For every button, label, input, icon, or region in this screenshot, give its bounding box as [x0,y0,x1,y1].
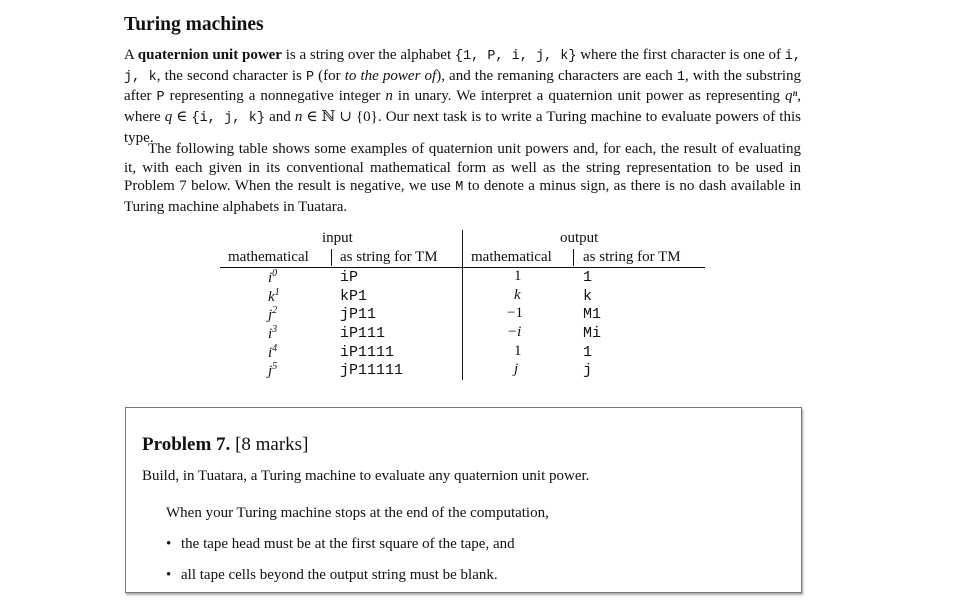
alphabet-set: {1, P, i, j, k} [454,49,577,64]
group-input-header: input [322,230,353,246]
table-row-input-tm: jP11 [340,306,377,323]
minus-char: M [455,180,464,196]
for-text: to the power of [344,67,437,84]
table-row-output-math: −1 [507,305,523,321]
term-quaternion-unit-power: quaternion unit power [137,47,282,63]
problem-marks: [8 marks] [235,434,309,455]
table-row-input-tm: iP111 [340,325,386,342]
list-item: • the tape head must be at the first square of the tape, and [166,536,515,552]
n-var: n [385,88,393,105]
table-row-output-tm: k [583,288,593,305]
one-char: 1 [676,69,685,85]
q-set: {i, j, k} [191,111,266,127]
q-power: qⁿ [785,88,798,105]
table-row-output-tm: 1 [583,344,593,361]
n-set: ℕ ∪ {0} [321,109,378,126]
p-char: P [305,69,315,85]
problem-box [125,407,802,593]
table-row-input-tm: jP11111 [340,362,404,379]
table-row-output-tm: M1 [583,306,602,323]
col-header-input-tm: as string for TM [340,249,438,265]
table-row-output-math: k [514,287,521,303]
table-row: $k^1$ [268,287,280,305]
n-var-2: n [294,109,303,126]
list-item: • all tape cells beyond the output string must be blank. [166,567,498,583]
bullet-icon: • [166,567,172,583]
table-row-output-tm: j [583,362,593,379]
table-divider-input [331,249,332,266]
table-row-output-tm: 1 [583,269,593,286]
problem-lead: When your Turing machine stops at the end of the computation, [166,505,549,521]
col-header-output-tm: as string for TM [583,249,681,265]
table-row-output-math: 1 [514,343,522,359]
group-output-header: output [560,230,599,246]
problem-title: Problem 7. [8 marks] [142,434,309,455]
problem-statement: Build, in Tuatara, a Turing machine to evaluate any quaternion unit power. [142,468,590,484]
table-row-output-math: 1 [514,268,522,284]
q-var: q [164,109,173,126]
table-intro-paragraph: The following table shows some examples of quaternion unit powers and, for each, the result of evaluating it, with each given in its conventional mathematical form as well as the string representation to be used in Problem 7 below. When the result is negative, we use M to denote a minus sign, as there is no dash available in Turing machine alphabets in Tuatara. [124,141,801,216]
table-row-input-tm: iP [340,269,359,286]
table-row-output-math: −i [507,324,522,340]
col-header-input-math: mathematical [228,249,309,265]
col-header-output-math: mathematical [471,249,552,265]
table-divider-main [462,230,463,380]
table-row-output-tm: Mi [583,325,602,342]
table-row: $i^3$ [268,324,278,342]
table-row-input-tm: iP1111 [340,344,395,361]
section-title: Turing machines [124,14,264,35]
definition-paragraph: A quaternion unit power is a string over the alphabet {1, P, i, j, k} where the first character is one of i, j, k, the second character is P (for to the power of), and the remaning characters are each 1, with the substring after P representing a nonnegative integer n in unary. We interpret a quaternion unit power as representing qⁿ, where q ∈ {i, j, k} and n ∈ ℕ ∪ {0}. Our next task is to write a Turing machine to evaluate powers of this type. [124,47,801,146]
table-row-input-tm: kP1 [340,288,368,305]
first-chars: i, j, k [124,49,801,85]
p-char-2: P [156,90,165,106]
bullet-icon: • [166,536,172,552]
table-row: $i^4$ [268,343,278,361]
table-row-output-math: j [514,361,519,377]
table-row: $i^0$ [268,268,278,286]
table-header-rule [220,267,705,268]
table-row: $j^2$ [268,305,278,323]
table-divider-output [573,249,574,266]
table-row: $j^5$ [268,361,278,379]
